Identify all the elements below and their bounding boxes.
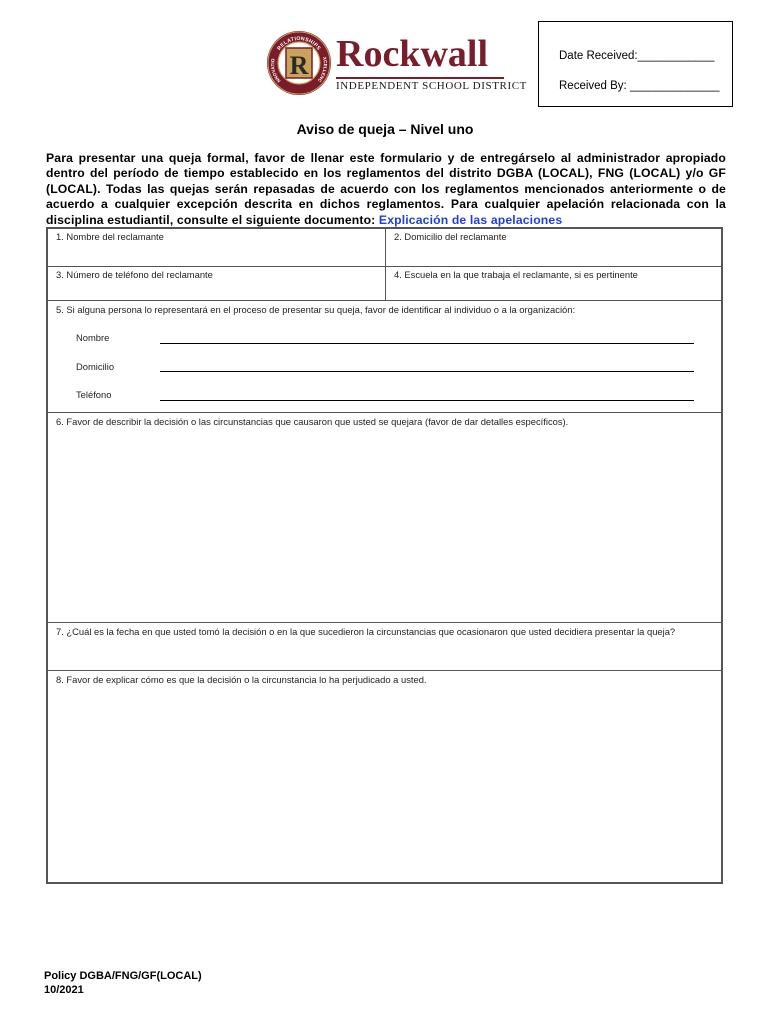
rep-name-label: Nombre — [76, 332, 110, 343]
date-section[interactable] — [48, 623, 721, 671]
appeals-explanation-link[interactable]: Explicación de las apelaciones — [378, 212, 563, 227]
seal-right-text: XCELLENC — [316, 56, 328, 84]
complaint-form — [46, 227, 723, 884]
district-seal-icon — [266, 30, 332, 96]
date-label: 7. ¿Cuál es la fecha en que usted tomó la decisión o en la que sucedieron la circunstancias que ocasionaron que usted decidiera presentar la queja? — [56, 626, 676, 637]
office-use-box — [538, 21, 733, 107]
description-section[interactable] — [48, 413, 721, 623]
form-row-2 — [48, 267, 721, 301]
form-title: Aviso de queja – Nivel uno — [296, 121, 474, 137]
rep-phone-line[interactable] — [160, 400, 694, 401]
rep-name-line[interactable] — [160, 343, 694, 344]
seal-top-text: RELATIONSHIPS — [276, 35, 322, 52]
revision-date: 10/2021 — [44, 984, 84, 996]
policy-reference: Policy DGBA/FNG/GF(LOCAL) — [44, 970, 202, 982]
seal-left-text: NNOVATIO — [270, 58, 282, 84]
rep-address-label: Domicilio — [76, 361, 115, 372]
claimant-phone-label: 3. Número de teléfono del reclamante — [56, 269, 213, 280]
claimant-school-label: 4. Escuela en la que trabaja el reclamante, si es pertinente — [394, 269, 638, 280]
district-logo — [266, 30, 527, 110]
footer — [44, 969, 202, 997]
harm-label: 8. Favor de explicar cómo es que la decisión o la circunstancia lo ha perjudicado a usted. — [56, 674, 427, 685]
received-by-field[interactable]: Received By: ______________ — [559, 80, 720, 92]
representative-section — [48, 301, 721, 413]
logo-divider — [336, 77, 504, 79]
seal-letter: R — [289, 51, 309, 80]
representative-label: 5. Si alguna persona lo representará en el proceso de presentar su queja, favor de identificar al individuo o a la organización: — [56, 304, 576, 315]
date-received-field[interactable]: Date Received:____________ — [559, 50, 715, 62]
instructions-text: Para presentar una queja formal, favor de llenar este formulario y de entregárselo al administrador apropiado dentro del período de tiempo establecido en los reglamentos del distrito DGBA (LOCAL), FNG (LOCAL) y/o GF (LOCAL). Todas las quejas serán repasadas de acuerdo con los reglamentos mencionados anteriormente o de acuerdo a cualquier excepción descrita en dichos reglamentos. Para cualquier apelación relacionada con la disciplina estudiantil, consulte el siguiente documento: — [46, 151, 726, 227]
rep-address-line[interactable] — [160, 371, 694, 372]
district-subtitle: INDEPENDENT SCHOOL DISTRICT — [336, 80, 527, 92]
form-instructions — [46, 151, 726, 228]
claimant-name-label: 1. Nombre del reclamante — [56, 231, 164, 242]
claimant-address-label: 2. Domicilio del reclamante — [394, 231, 507, 242]
district-name: Rockwall — [336, 33, 488, 75]
rep-phone-label: Teléfono — [76, 389, 112, 400]
harm-section[interactable] — [48, 671, 721, 882]
description-label: 6. Favor de describir la decisión o las circunstancias que causaron que usted se quejara (favor de dar detalles específicos). — [56, 416, 569, 427]
